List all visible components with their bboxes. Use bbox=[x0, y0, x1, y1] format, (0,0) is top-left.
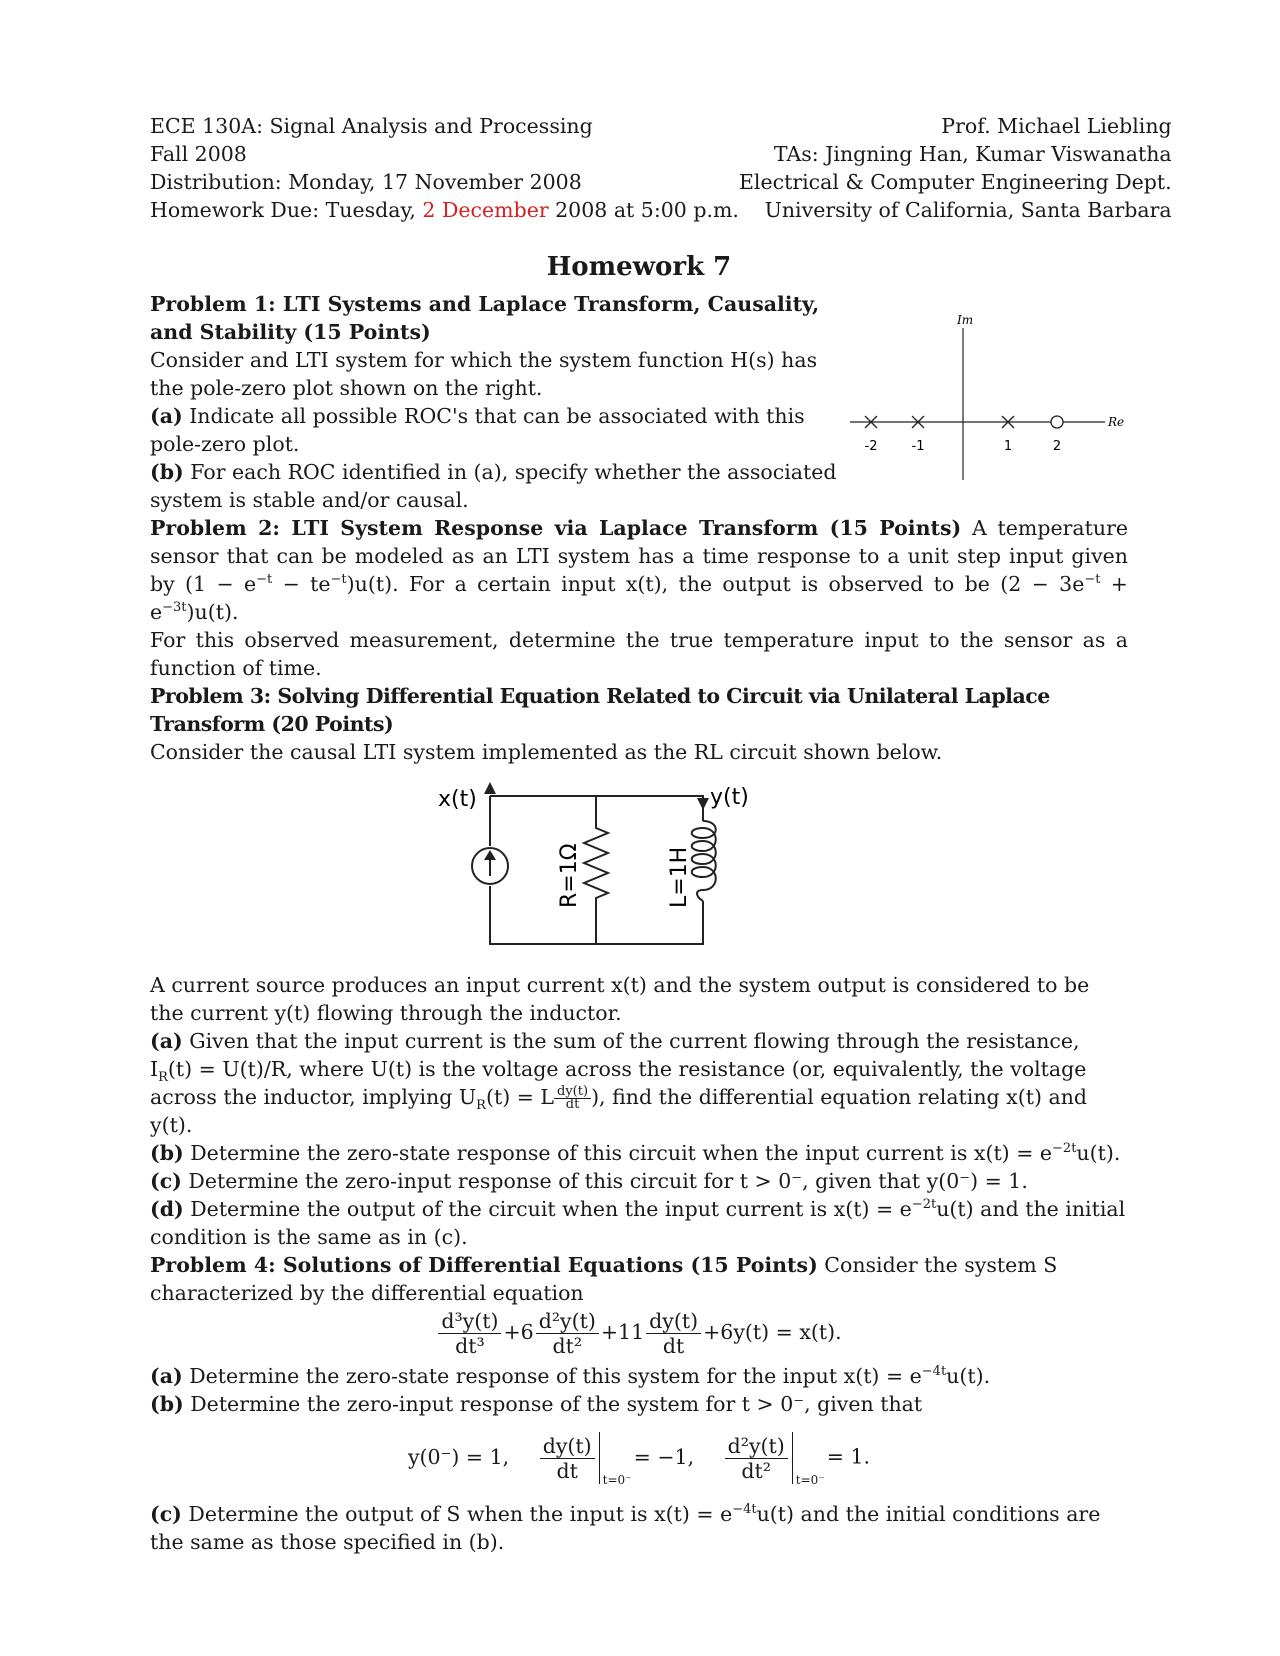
tick-label: -1 bbox=[911, 439, 925, 454]
problem-1-part-a: (a) Indicate all possible ROC's that can be associated with this pole-zero plot. bbox=[150, 404, 805, 456]
professor: Prof. Michael Liebling bbox=[941, 114, 1172, 138]
zero-marker bbox=[1051, 416, 1063, 428]
problem-2: Problem 2: LTI System Response via Laplace Transform (15 Points) A temperature sensor that can be modeled as an LTI system has a time response to a unit step input given by $(1 - e^{-t} - te^{-t})u(t)$. For a certain input x(t), the output is observed to be $(2 - 3e^{-t} + e^{-3t})u(t)$. For this observed measurement, determine the true temperature input to the sensor as a function of time. bbox=[150, 516, 1128, 680]
problem-4-heading: Problem 4: Solutions of Differential Equations (15 Points) bbox=[150, 1253, 818, 1277]
problem-3-part-a: (a) Given that the input current is the sum of the current flowing through the resistance, $I_R(t) = U(t)/R$, where U(t) is the voltage across the resistance (or, equivalently, the voltage across the inductor, implying $U_R(t) = L$ $\frac{dy(t)}{dt}$ ), find the differential equation relating x(t) and y(t). bbox=[150, 1029, 1088, 1137]
differential-equation: $\frac{\text{d³y(t)}}{\text{dt³}}$ +6 $\frac{\text{d²y(t)}}{\text{dt²}}$ +11 $\frac{dy(t)}{dt}$ +6y(t) = x(t). bbox=[150, 1309, 1128, 1358]
header bbox=[150, 112, 1172, 224]
page-title: Homework 7 bbox=[546, 252, 732, 282]
problem-1-body: Consider and LTI system for which the system function H(s) has the pole-zero plot shown on the right. bbox=[150, 348, 818, 400]
due-date-highlight: 2 December bbox=[422, 198, 549, 222]
input-arrow-icon bbox=[484, 782, 496, 794]
problem-2-task: For this observed measurement, determine the true temperature input to the sensor as a function of time. bbox=[150, 628, 1128, 680]
problem-3-part-b: (b) Determine the zero-state response of this circuit when the input current is $x(t) = e^{-2t}u(t)$. bbox=[150, 1141, 1121, 1165]
tick-label: 1 bbox=[1003, 439, 1013, 454]
problem-4: Problem 4: Solutions of Differential Equations (15 Points) Consider the system S characterized by the differential equation $\frac{\text{d³y(t)}}{\text{dt³}}$ +6 $\frac{\text{d²y(t)}}{\text{dt²}}$ +11 $\frac{dy(t)}{dt}$ +6y(t) = x(t). (a) Determine the zero-state response of this system for the input $x(t) = e^{-4t}u(t)$. (b) Determine the zero-input response of the system for t > 0⁻, given that y(0⁻) = 1, $\frac{dy(t)}{dt}$ t=0⁻ = −1, $\frac{\text{d²y(t)}}{\text{dt²}}$ t=0⁻ = 1. (c) Determine the output of S when the input is $x(t) = e^{-4t}u(t)$ and the initial conditions are the same as those specified in (b). bbox=[150, 1251, 1128, 1556]
tick-label: 2 bbox=[1052, 439, 1062, 454]
problem-1-part-b: (b) For each ROC identified in (a), specify whether the associated system is stable and/or causal. bbox=[150, 460, 837, 512]
problem-2-heading: Problem 2: LTI System Response via Laplace Transform (15 Points) bbox=[150, 516, 962, 540]
pole-zero-plot bbox=[840, 300, 1130, 480]
problem-3-part-d: (d) Determine the output of the circuit when the input current is $x(t) = e^{-2t}u(t)$ and the initial condition is the same as in (c). bbox=[150, 1197, 1126, 1249]
homework-page bbox=[150, 112, 1172, 1556]
university: University of California, Santa Barbara bbox=[764, 198, 1172, 222]
initial-conditions: y(0⁻) = 1, $\frac{dy(t)}{dt}$ t=0⁻ = −1, $\frac{\text{d²y(t)}}{\text{dt²}}$ t=0⁻ = 1. bbox=[407, 1433, 871, 1487]
problem-1-heading: Problem 1: LTI Systems and Laplace Transform, Causality, and Stability (15 Points) bbox=[150, 292, 820, 344]
problem-4-part-b: (b) Determine the zero-input response of the system for t > 0⁻, given that bbox=[150, 1392, 923, 1416]
l-label: L=1H bbox=[667, 846, 692, 908]
header-left bbox=[150, 112, 739, 224]
output-arrow-icon bbox=[697, 798, 709, 810]
header-right bbox=[739, 112, 1172, 224]
x-label: x(t) bbox=[438, 787, 477, 812]
problem-3-part-c: (c) Determine the zero-input response of this circuit for t > 0⁻, given that y(0⁻) = 1. bbox=[150, 1169, 1028, 1193]
department: Electrical & Computer Engineering Dept. bbox=[738, 170, 1172, 194]
problem-1 bbox=[150, 290, 1128, 514]
re-label: Re bbox=[1108, 415, 1125, 429]
term: Fall 2008 bbox=[150, 142, 247, 166]
im-label: Im bbox=[957, 313, 974, 327]
problem-3 bbox=[150, 682, 1128, 1251]
distribution-date: Distribution: Monday, 17 November 2008 bbox=[150, 170, 582, 194]
problem-3-heading: Problem 3: Solving Differential Equation Related to Circuit via Unilateral Laplace Transform (20 Points) bbox=[150, 684, 1050, 736]
problem-3-description: A current source produces an input current x(t) and the system output is considered to be the current y(t) flowing through the inductor. bbox=[150, 973, 1090, 1025]
due-date: Homework Due: Tuesday, 2 December 2008 at 5:00 p.m. bbox=[150, 198, 739, 222]
problem-4-part-a: (a) Determine the zero-state response of this system for the input $x(t) = e^{-4t}u(t)$. bbox=[150, 1364, 991, 1388]
problem-4-part-c: (c) Determine the output of S when the input is $x(t) = e^{-4t}u(t)$ and the initial conditions are the same as those specified in (b). bbox=[150, 1502, 1101, 1554]
teaching-assistants: TAs: Jingning Han, Kumar Viswanatha bbox=[773, 142, 1172, 166]
course-name: ECE 130A: Signal Analysis and Processing bbox=[150, 114, 593, 138]
tick-label: -2 bbox=[864, 439, 878, 454]
r-label: R=1Ω bbox=[557, 843, 582, 908]
y-label: y(t) bbox=[710, 785, 749, 810]
rl-circuit-diagram bbox=[430, 776, 790, 956]
problem-3-intro: Consider the causal LTI system implemented as the RL circuit shown below. bbox=[150, 740, 943, 764]
